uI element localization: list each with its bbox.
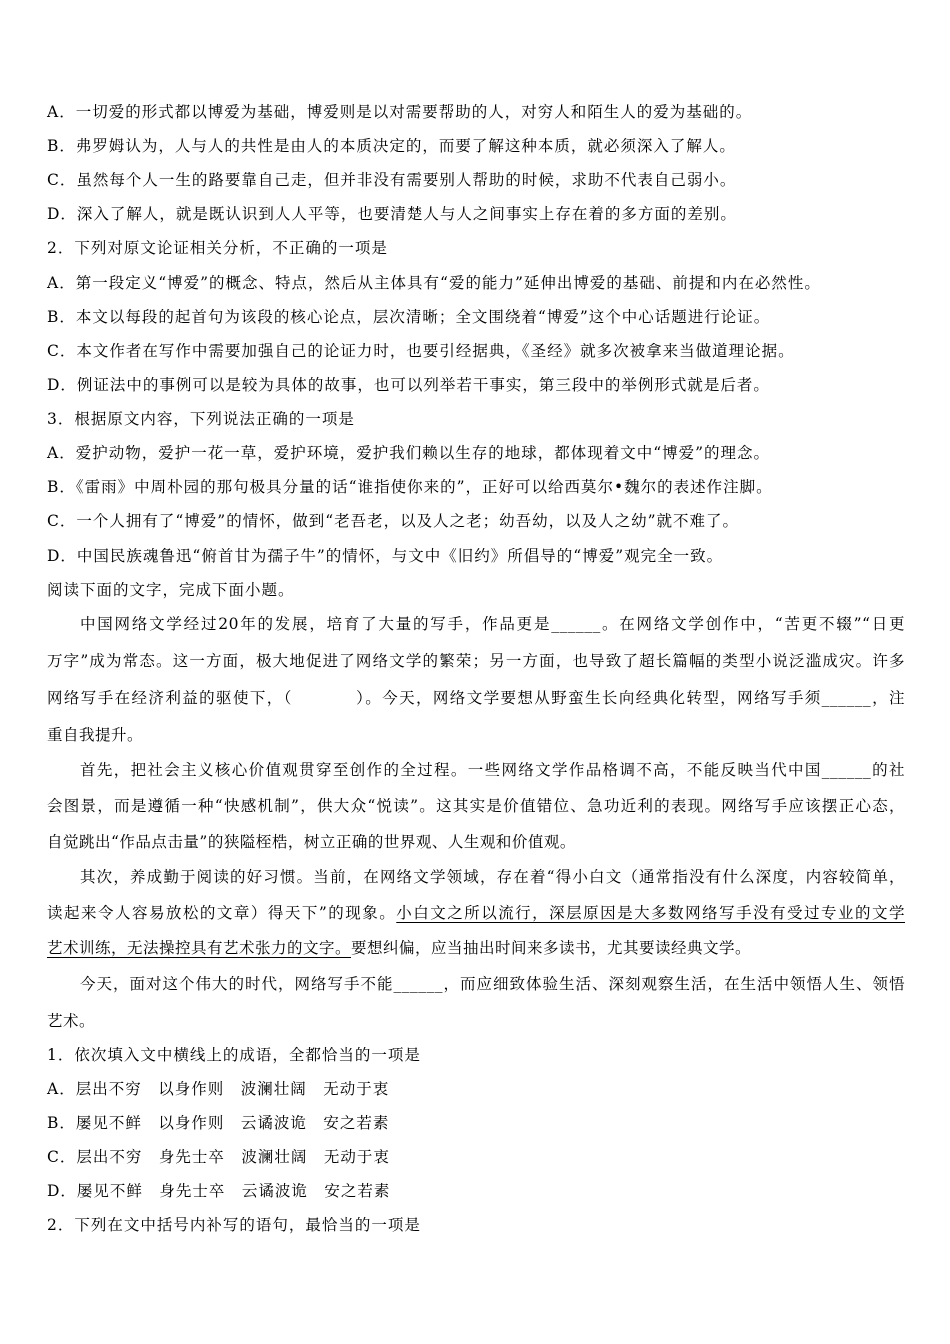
passage-line: 今天，面对这个伟大的时代，网络写手不能______，而应细致体验生活、深刻观察生活，在生活中领悟人生、领悟	[80, 975, 905, 993]
q2-option-a: A．第一段定义“博爱”的概念、特点，然后从主体具有“爱的能力”延伸出博爱的基础、前提和内在必然性。	[47, 274, 821, 292]
passage-line: 会图景，而是遵循一种“快感机制”，供大众“悦读”。这其实是价值错位、急功近利的表现。网络写手应该摆正心态，	[47, 797, 905, 815]
passage-line: 网络写手在经济利益的驱使下，（ ）。今天，网络文学要想从野蛮生长向经典化转型，网络写手须______，注	[47, 689, 905, 707]
passage-line	[47, 937, 751, 959]
q1-option-c: C．虽然每个人一生的路要靠自己走，但并非没有需要别人帮助的时候，求助不代表自己弱小。	[47, 171, 737, 189]
q2-option-d: D．例证法中的事例可以是较为具体的故事，也可以列举若干事实，第三段中的举例形式就是后者。	[47, 376, 770, 394]
sub-q2-stem: 2．下列在文中括号内补写的语句，最恰当的一项是	[47, 1216, 421, 1234]
sub-q1-option-b: B．屡见不鲜 以身作则 云谲波诡 安之若素	[47, 1114, 390, 1132]
q2-stem: 2．下列对原文论证相关分析，不正确的一项是	[47, 239, 388, 257]
passage-line: 艺术。	[47, 1012, 96, 1030]
underlined-sentence: 艺术训练，无法操控具有艺术张力的文字。	[47, 939, 352, 957]
underlined-sentence: 小白文之所以流行，深层原因是大多数网络写手没有受过专业的文学	[396, 904, 905, 922]
passage-line	[47, 902, 905, 924]
sub-q1-option-d: D．屡见不鲜 身先士卒 云谲波诡 安之若素	[47, 1182, 391, 1200]
q3-option-d: D．中国民族魂鲁迅“俯首甘为孺子牛”的情怀，与文中《旧约》所倡导的“博爱”观完全一致。	[47, 547, 724, 565]
q1-option-a: A．一切爱的形式都以博爱为基础，博爱则是以对需要帮助的人，对穷人和陌生人的爱为基础的。	[47, 103, 753, 121]
passage-line: 万字”成为常态。这一方面，极大地促进了网络文学的繁荣；另一方面，也导致了超长篇幅的类型小说泛滥成灾。许多	[47, 652, 905, 670]
q2-option-c: C．本文作者在写作中需要加强自己的论证力时，也要引经据典，《圣经》就多次被拿来当做道理论据。	[47, 342, 795, 360]
q3-option-a: A．爱护动物，爱护一花一草，爱护环境，爱护我们赖以生存的地球，都体现着文中“博爱”的理念。	[47, 444, 771, 462]
sub-q1-option-a: A．层出不穷 以身作则 波澜壮阔 无动于衷	[47, 1080, 390, 1098]
q3-stem: 3．根据原文内容，下列说法正确的一项是	[47, 410, 355, 428]
passage-text: 读起来令人容易放松的文章）得天下”的现象。	[47, 904, 397, 922]
q3-option-b: B．《雷雨》中周朴园的那句极具分量的话“谁指使你来的”，正好可以给西莫尔•魏尔的表述作注脚。	[47, 478, 773, 496]
q1-option-d: D．深入了解人，就是既认识到人人平等，也要清楚人与人之间事实上存在着的多方面的差别。	[47, 205, 737, 223]
passage-line: 首先，把社会主义核心价值观贯穿至创作的全过程。一些网络文学作品格调不高，不能反映当代中国______的社	[80, 761, 905, 779]
passage-text: 要想纠偏，应当抽出时间来多读书，尤其要读经典文学。	[351, 939, 752, 957]
sub-q1-stem: 1．依次填入文中横线上的成语，全都恰当的一项是	[47, 1046, 421, 1064]
passage-line: 重自我提升。	[47, 726, 144, 744]
q1-option-b: B．弗罗姆认为，人与人的共性是由人的本质决定的，而要了解这种本质，就必须深入了解人。	[47, 137, 736, 155]
q3-option-c: C．一个人拥有了“博爱”的情怀，做到“老吾老，以及人之老；幼吾幼，以及人之幼”就不难了。	[47, 512, 740, 530]
passage-line: 中国网络文学经过20年的发展，培育了大量的写手，作品更是______。在网络文学创作中，“苦更不辍”“日更	[80, 615, 905, 633]
passage-line: 其次，养成勤于阅读的好习惯。当前，在网络文学领域，存在着“得小白文（通常指没有什么深度，内容较简单，	[80, 868, 905, 886]
passage-line: 自觉跳出“作品点击量”的狭隘桎梏，树立正确的世界观、人生观和价值观。	[47, 833, 576, 851]
sub-q1-option-c: C．层出不穷 身先士卒 波澜壮阔 无动于衷	[47, 1148, 390, 1166]
reading-instruction: 阅读下面的文字，完成下面小题。	[47, 581, 295, 599]
q2-option-b: B．本文以每段的起首句为该段的核心论点，层次清晰；全文围绕着“博爱”这个中心话题进行论证。	[47, 308, 771, 326]
